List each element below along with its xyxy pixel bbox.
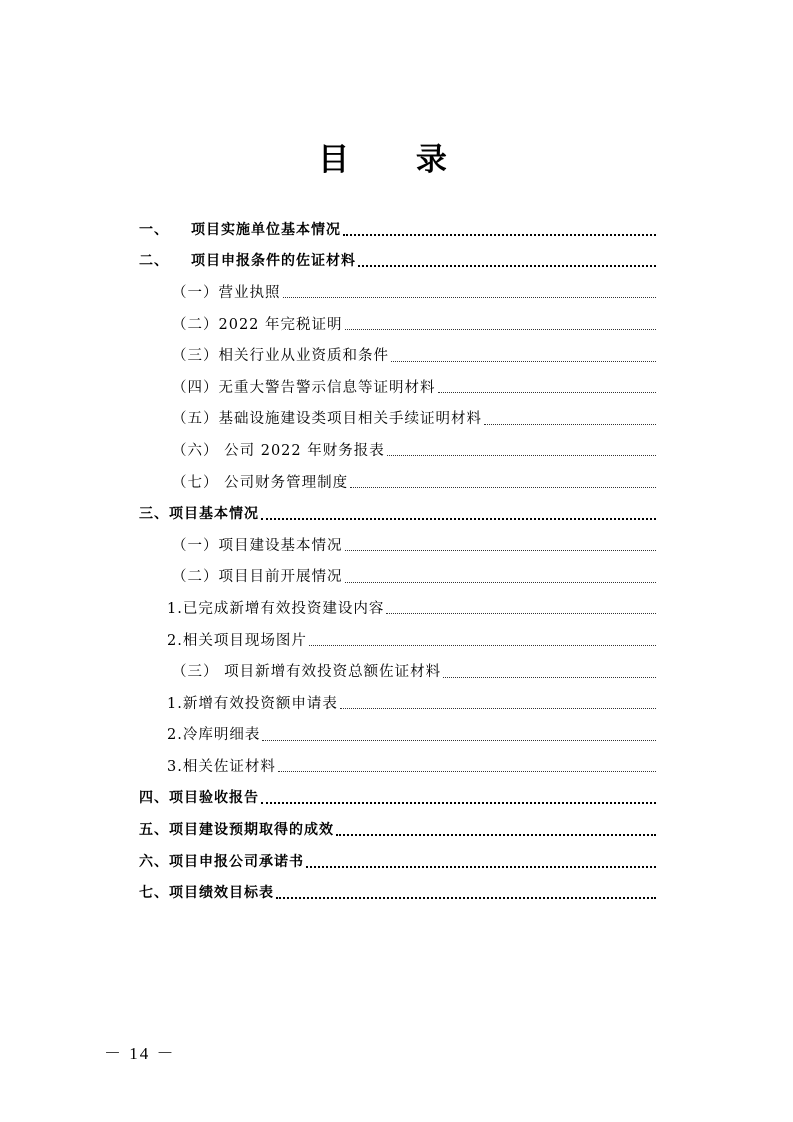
toc-leader-dots (358, 251, 656, 267)
toc-entry[interactable] (139, 562, 656, 594)
toc-entry-label (139, 726, 260, 744)
toc-entry-label (139, 663, 441, 681)
toc-entry-text: 3.相关佐证材料 (167, 758, 276, 775)
toc-entry[interactable] (139, 467, 656, 499)
toc-leader-dots (345, 536, 657, 551)
toc-entry-label (139, 632, 307, 650)
toc-entry-label (139, 410, 482, 428)
toc-entry[interactable] (139, 656, 656, 688)
toc-entry-number: 六、 (139, 853, 169, 870)
toc-leader-dots (345, 568, 657, 583)
page-title: 目 录 (318, 142, 475, 178)
toc-entry[interactable] (139, 530, 656, 562)
toc-leader-dots (262, 726, 656, 741)
toc-entry-label (139, 379, 436, 397)
toc-entry[interactable] (139, 246, 656, 278)
toc-entry[interactable] (139, 877, 656, 909)
toc-leader-dots (261, 504, 656, 520)
toc-leader-dots (386, 599, 656, 614)
toc-leader-dots (306, 852, 656, 868)
toc-entry-number: 一、 (139, 221, 169, 238)
toc-entry-label (139, 442, 385, 460)
toc-entry-text: （三）相关行业从业资质和条件 (172, 348, 389, 365)
toc-entry-text: （五）基础设施建设类项目相关手续证明材料 (172, 411, 482, 428)
toc-entry-text: （一）营业执照 (172, 284, 281, 301)
toc-entry[interactable] (139, 372, 656, 404)
toc-leader-dots (309, 631, 656, 646)
toc-entry-label (139, 821, 334, 839)
toc-entry-label (139, 758, 276, 776)
toc-leader-dots (336, 820, 656, 836)
toc-entry-text: 项目实施单位基本情况 (191, 221, 341, 238)
toc-entry-text: 2.相关项目现场图片 (167, 632, 307, 649)
toc-entry-text: （六） 公司 2022 年财务报表 (172, 442, 385, 459)
toc-entry-number: 三、 (139, 506, 169, 523)
toc-entry-text: 1.已完成新增有效投资建设内容 (167, 600, 385, 617)
toc-entry-text: 2.冷库明细表 (167, 727, 261, 744)
toc-entry-text: （四）无重大警告警示信息等证明材料 (172, 379, 436, 396)
toc-entry[interactable] (139, 720, 656, 752)
toc-entry-text: 项目基本情况 (169, 506, 259, 523)
toc-leader-dots (443, 663, 656, 678)
toc-entry-text: 项目绩效目标表 (169, 885, 274, 902)
page-number: － 14 － (104, 1044, 176, 1063)
toc-entry[interactable] (139, 751, 656, 783)
toc-entry-label (139, 789, 259, 807)
toc-entry[interactable] (139, 277, 656, 309)
toc-leader-dots (261, 788, 656, 804)
toc-entry-text: 项目申报条件的佐证材料 (191, 253, 356, 270)
toc-leader-dots (391, 347, 656, 362)
toc-leader-dots (345, 315, 656, 330)
toc-entry-label (139, 695, 338, 713)
toc-entry-label (139, 347, 389, 365)
toc-entry-label (139, 600, 384, 618)
toc-leader-dots (387, 441, 656, 456)
toc-entry-text: 项目申报公司承诺书 (169, 853, 304, 870)
table-of-contents (139, 214, 656, 909)
toc-entry-number: 五、 (139, 822, 169, 839)
toc-entry-number: 七、 (139, 885, 169, 902)
toc-entry-label (139, 853, 304, 871)
toc-entry-text: （一）项目建设基本情况 (172, 537, 343, 554)
toc-entry-label (139, 221, 341, 239)
toc-entry[interactable] (139, 309, 656, 341)
toc-entry-label (139, 505, 259, 523)
toc-entry-text: 1.新增有效投资额申请表 (167, 695, 338, 712)
toc-leader-dots (438, 378, 657, 393)
toc-entry[interactable] (139, 814, 656, 846)
toc-entry[interactable] (139, 688, 656, 720)
toc-entry-label (139, 537, 343, 555)
toc-entry-number: 二、 (139, 253, 169, 270)
toc-entry[interactable] (139, 404, 656, 436)
toc-entry[interactable] (139, 783, 656, 815)
toc-entry[interactable] (139, 340, 656, 372)
toc-entry-text: （二）2022 年完税证明 (172, 316, 343, 333)
toc-leader-dots (343, 220, 656, 236)
toc-entry-text: （七） 公司财务管理制度 (172, 474, 349, 491)
toc-entry-text: （三） 项目新增有效投资总额佐证材料 (172, 664, 442, 681)
toc-leader-dots (484, 410, 656, 425)
toc-entry[interactable] (139, 593, 656, 625)
toc-entry-text: 项目验收报告 (169, 790, 259, 807)
toc-entry-text: （二）项目目前开展情况 (172, 569, 343, 586)
toc-entry[interactable] (139, 435, 656, 467)
toc-entry-label (139, 316, 343, 334)
toc-entry-label (139, 568, 343, 586)
toc-entry-label (139, 252, 356, 270)
toc-entry-label (139, 474, 348, 492)
toc-leader-dots (283, 283, 657, 298)
toc-leader-dots (340, 694, 656, 709)
toc-entry[interactable] (139, 625, 656, 657)
toc-entry-label (139, 884, 274, 902)
toc-entry[interactable] (139, 498, 656, 530)
toc-entry-number: 四、 (139, 790, 169, 807)
toc-entry-label (139, 284, 281, 302)
toc-entry-text: 项目建设预期取得的成效 (169, 822, 334, 839)
toc-entry[interactable] (139, 846, 656, 878)
toc-entry[interactable] (139, 214, 656, 246)
toc-leader-dots (350, 473, 656, 488)
toc-leader-dots (276, 883, 656, 899)
toc-leader-dots (278, 757, 656, 772)
